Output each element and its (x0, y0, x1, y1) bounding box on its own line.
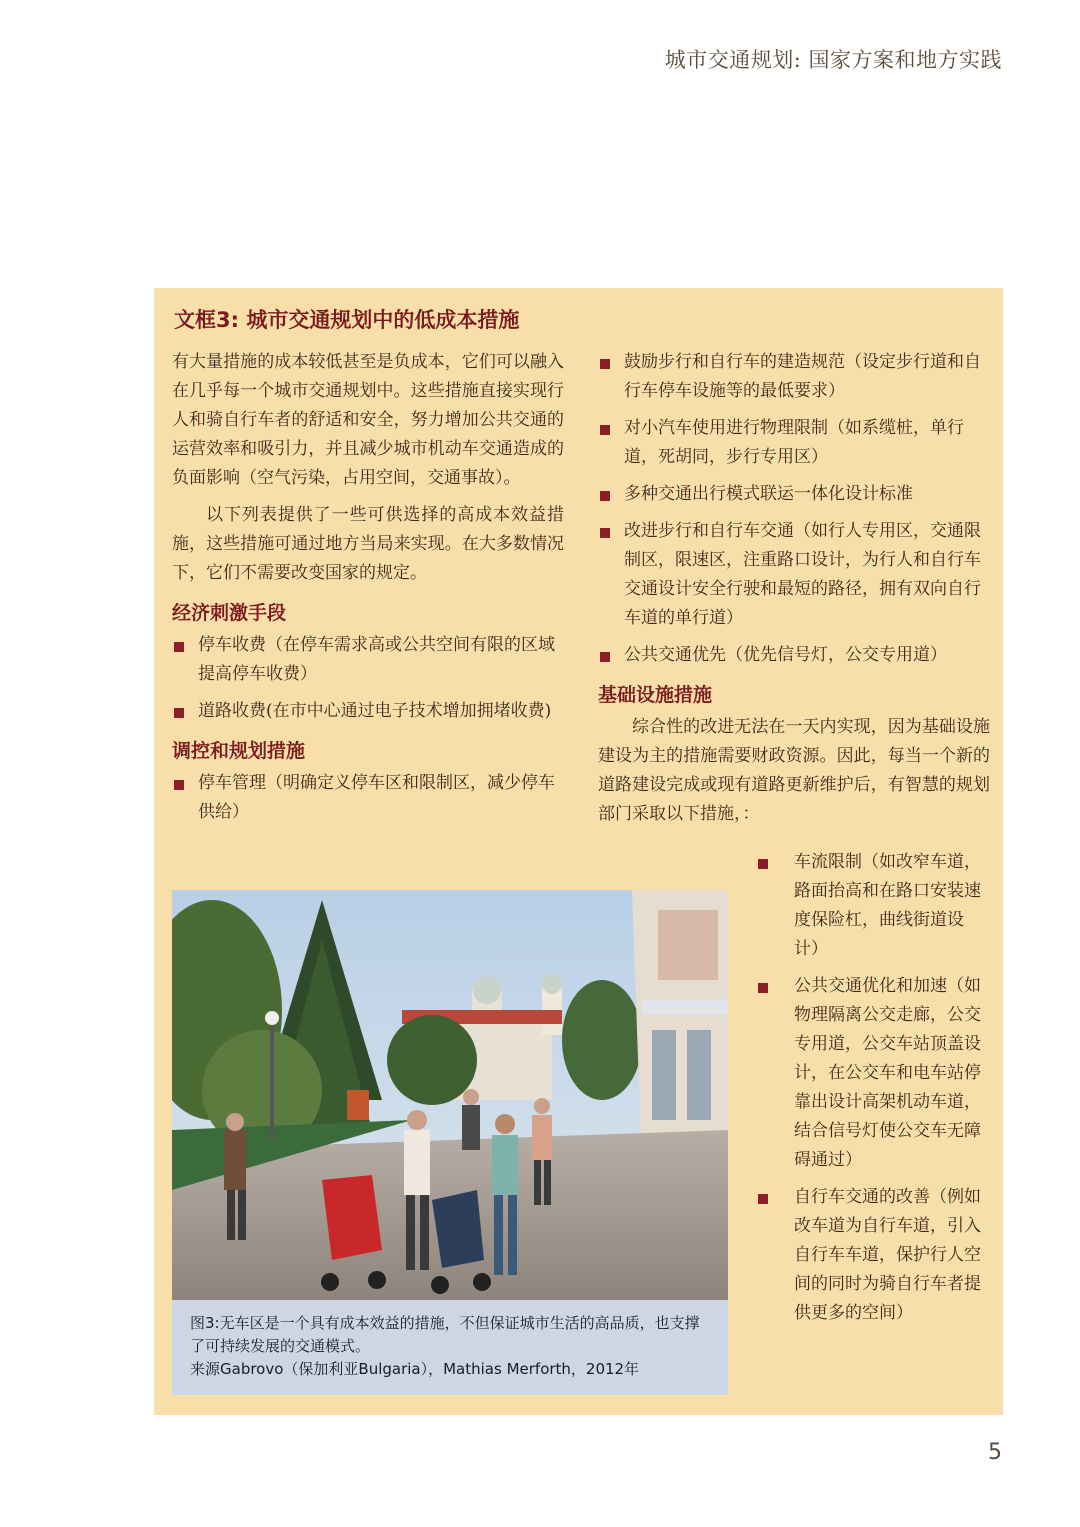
list-item (598, 348, 990, 406)
street-photo (172, 890, 728, 1300)
list-item (756, 972, 988, 1175)
bullet-square-icon (758, 859, 768, 869)
bullet-square-icon (600, 652, 610, 662)
left-column (172, 348, 564, 835)
list-item (172, 769, 564, 827)
bullet-square-icon (758, 1194, 768, 1204)
caption-text: 图3:无车区是一个具有成本效益的措施，不但保证城市生活的高品质，也支撑了可持续发展的交通模式。 (190, 1314, 700, 1355)
list-item-text: 自行车交通的改善（例如改车道为自行车道，引入自行车车道，保护行人空间的同时为骑自行车者提供更多的空间） (794, 1187, 981, 1323)
bullet-square-icon (174, 708, 184, 718)
list-item (756, 848, 988, 964)
intro-paragraph: 以下列表提供了一些可供选择的高成本效益措施，这些措施可通过地方当局来实现。在大多数情况下，它们不需要改变国家的规定。 (172, 505, 564, 583)
list-item (598, 480, 990, 509)
bullet-square-icon (758, 983, 768, 993)
right-column (598, 348, 990, 837)
infrastructure-intro: 综合性的改进无法在一天内实现，因为基础设施建设为主的措施需要财政资源。因此，每当一个新的道路建设完成或现有道路更新维护后，有智慧的规划部门采取以下措施，： (598, 717, 990, 824)
list-item-text: 道路收费(在市中心通过电子技术增加拥堵收费) (198, 701, 552, 721)
text-box (154, 288, 1003, 1415)
box-title: 文框3: 城市交通规划中的低成本措施 (174, 308, 520, 332)
narrow-column (756, 848, 988, 1336)
list-item-text: 鼓励步行和自行车的建造规范（设定步行道和自行车停车设施等的最低要求） (624, 352, 981, 401)
list-item-text: 停车收费（在停车需求高或公共空间有限的区域提高停车收费） (198, 635, 555, 684)
running-head: 城市交通规划: 国家方案和地方实践 (664, 48, 1002, 72)
section-heading-economic: 经济刺激手段 (172, 602, 287, 624)
intro-paragraph: 有大量措施的成本较低甚至是负成本，它们可以融入在几乎每一个城市交通规划中。这些措施直接实现行人和骑自行车者的舒适和安全，努力增加公共交通的运营效率和吸引力，并且减少城市机动车交通造成的负面影响（空气污染，占用空间，交通事故）。 (172, 352, 564, 488)
regulation-list (172, 769, 564, 827)
list-item (172, 697, 564, 726)
bullet-square-icon (600, 425, 610, 435)
figure-caption (172, 1300, 728, 1395)
section-heading-regulation: 调控和规划措施 (172, 740, 306, 762)
list-item-text: 对小汽车使用进行物理限制（如系缆桩，单行道，死胡同，步行专用区） (624, 418, 964, 467)
bullet-square-icon (174, 780, 184, 790)
bullet-square-icon (600, 359, 610, 369)
list-item-text: 停车管理（明确定义停车区和限制区，减少停车供给） (198, 773, 555, 822)
bullet-square-icon (600, 528, 610, 538)
measures-list (598, 348, 990, 670)
list-item (598, 414, 990, 472)
list-item (172, 631, 564, 689)
list-item-text: 车流限制（如改窄车道，路面抬高和在路口安装速度保险杠，曲线街道设计） (794, 852, 981, 959)
bullet-square-icon (600, 491, 610, 501)
section-heading-infrastructure: 基础设施措施 (598, 684, 713, 706)
list-item (756, 1183, 988, 1328)
pedestrian-street-illustration (172, 890, 728, 1300)
list-item-text: 公共交通优化和加速（如物理隔离公交走廊，公交专用道，公交车站顶盖设计，在公交车和电车站停靠出设计高架机动车道，结合信号灯使公交车无障碍通过） (794, 976, 981, 1170)
list-item-text: 公共交通优先（优先信号灯，公交专用道） (624, 645, 947, 665)
list-item (598, 641, 990, 670)
list-item-text: 改进步行和自行车交通（如行人专用区，交通限制区，限速区，注重路口设计，为行人和自行车交通设计安全行驶和最短的路径，拥有双向自行车道的单行道） (624, 521, 981, 628)
list-item (598, 517, 990, 633)
bullet-square-icon (174, 642, 184, 652)
page-number: 5 (988, 1440, 1002, 1465)
infrastructure-list (756, 848, 988, 1328)
economic-list (172, 631, 564, 726)
caption-source: 来源Gabrovo（保加利亚Bulgaria），Mathias Merforth，2012年 (190, 1360, 640, 1378)
list-item-text: 多种交通出行模式联运一体化设计标准 (624, 484, 913, 504)
